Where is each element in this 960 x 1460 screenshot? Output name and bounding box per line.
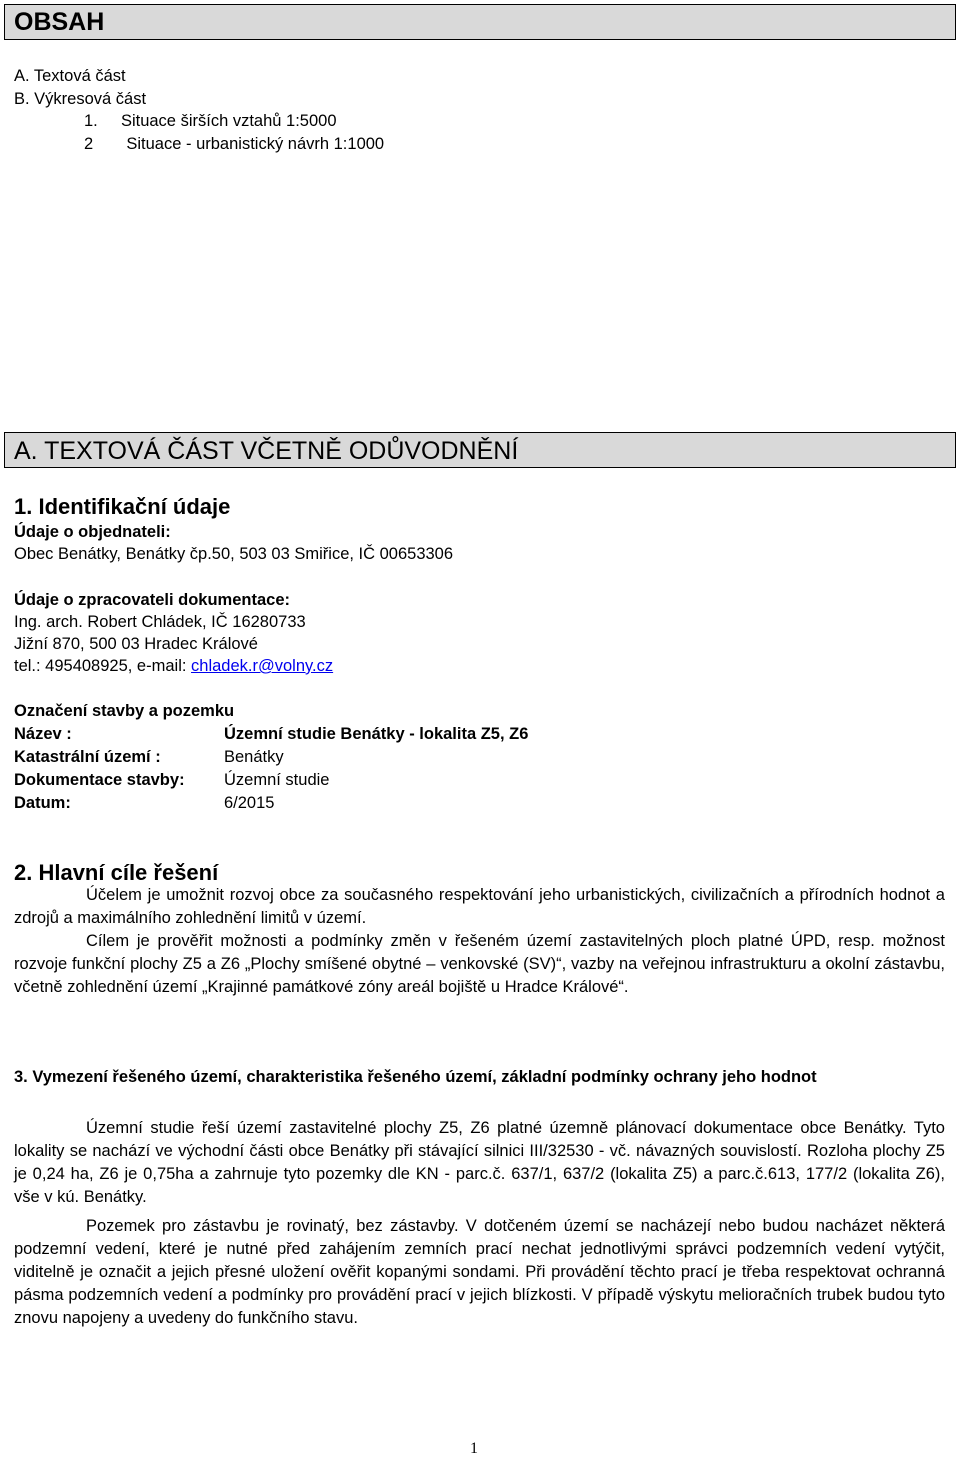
toc-subitem-2-text: Situace - urbanistický návrh 1:1000 <box>126 135 385 153</box>
goals-heading: 2. Hlavní cíle řešení <box>14 860 219 885</box>
page-number: 1 <box>470 1440 478 1457</box>
field-name-label: Název : <box>14 725 72 743</box>
author-line-2: Jižní 870, 500 03 Hradec Králové <box>14 635 258 653</box>
contact-prefix: tel.: 495408925, e-mail: <box>14 657 192 675</box>
goals-paragraph-1: Účelem je umožnit rozvoj obce za současného respektování jeho urbanistických, civilizačních a přírodních hodnot a zdrojů a maximálního zohlednění limitů v území. <box>14 886 945 927</box>
area-text <box>14 1117 945 1330</box>
identification-heading: 1. Identifikační údaje <box>14 494 231 519</box>
section-a-heading: A. TEXTOVÁ ČÁST VČETNĚ ODŮVODNĚNÍ <box>4 432 956 468</box>
goals-paragraph-2: Cílem je prověřit možnosti a podmínky změn v řešeném území zastavitelných ploch platné ÚPD, resp. možnost rozvoje funkční plochy Z5 a Z6 „Plochy smíšené obytné – venkovské (SV)“, vazby na veřejnou infrastrukturu a okolní zástavbu, včetně zohlednění území „Krajinné památkové zóny areál bojiště u Hradce Králové“. <box>14 932 945 996</box>
area-paragraph-1: Územní studie řeší území zastavitelné plochy Z5, Z6 platné územně plánovací dokumentace obce Benátky. Tyto lokality se nachází ve východní části obce Benátky při stávající silnici III/32530 - vč. návazných souvislostí. Rozloha plochy Z5 je 0,24 ha, Z6 je 0,75ha a zahrnuje tyto pozemky dle KN - parc.č. 637/1, 637/2 (lokalita Z5) a parc.č.613, 177/2 (lokalita Z6), vše v kú. Benátky. <box>14 1119 945 1206</box>
author-label: Údaje o zpracovateli dokumentace: <box>14 591 290 609</box>
goals-text <box>14 884 945 999</box>
client-label: Údaje o objednateli: <box>14 523 171 541</box>
toc-subitem-1-number: 1. <box>84 112 98 130</box>
toc-heading: OBSAH <box>4 4 956 40</box>
toc-subitem-2 <box>84 134 384 154</box>
toc-item-b: B. Výkresová část <box>14 90 147 108</box>
marking-heading: Označení stavby a pozemku <box>14 702 235 720</box>
toc-subitem-2-number: 2 <box>84 135 94 153</box>
toc-subitem-1-text: Situace širších vztahů 1:5000 <box>120 112 337 130</box>
client-value: Obec Benátky, Benátky čp.50, 503 03 Smiřice, IČ 00653306 <box>14 545 454 563</box>
contact-line <box>14 656 333 676</box>
field-date-value: 6/2015 <box>224 794 275 812</box>
email-link[interactable]: chladek.r@volny.cz <box>191 657 334 675</box>
toc-item-a: A. Textová část <box>14 67 126 85</box>
toc-subitem-1 <box>84 111 337 131</box>
field-name-value: Územní studie Benátky - lokalita Z5, Z6 <box>224 725 529 743</box>
field-date-label: Datum: <box>14 794 71 812</box>
field-documentation-value: Územní studie <box>224 771 330 789</box>
field-cadastre-label: Katastrální území : <box>14 748 161 766</box>
author-line-1: Ing. arch. Robert Chládek, IČ 16280733 <box>14 613 306 631</box>
area-heading: 3. Vymezení řešeného území, charakteristika řešeného území, základní podmínky ochrany jeho hodnot <box>14 1068 817 1086</box>
area-paragraph-2: Pozemek pro zástavbu je rovinatý, bez zástavby. V dotčeném území se nacházejí nebo budou nacházet některá podzemní vedení, které je nutné před zahájením zemních prací nechat jednotlivými správci podzemních vedení vytýčit, viditelně je označit a jejich přesné uložení ověřit kopanými sondami. Při provádění těchto prací je třeba respektovat ochranná pásma podzemních vedení a podmínky pro provádění prací v jejich blízkosti. V případě výskytu melioračních trubek budou tyto znovu napojeny a uvedeny do funkčního stavu. <box>14 1217 945 1327</box>
field-documentation-label: Dokumentace stavby: <box>14 771 185 789</box>
field-cadastre-value: Benátky <box>224 748 284 766</box>
